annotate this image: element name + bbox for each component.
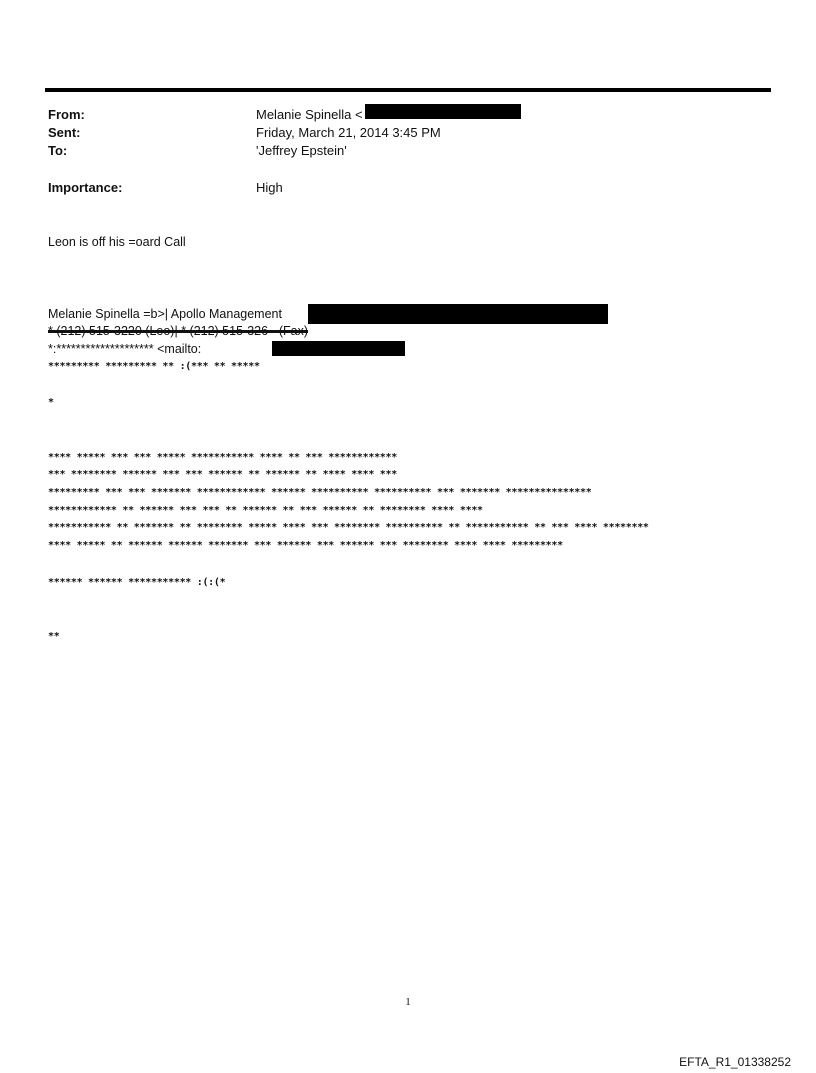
signature-single-star: * (48, 397, 54, 408)
end-marker: ** (48, 631, 60, 642)
importance-value: High (256, 180, 283, 195)
from-label: From: (48, 107, 85, 122)
page-number: 1 (405, 996, 411, 1008)
redaction-from-email (365, 104, 521, 119)
disclaimer-line: **** ***** *** *** ***** *********** **** ** *** ************ (48, 452, 397, 463)
to-label: To: (48, 143, 68, 158)
from-value: Melanie Spinella < (256, 107, 363, 122)
disclaimer-line: *** ******** ****** *** *** ****** ** ****** ** **** **** *** (48, 469, 397, 480)
disclaimer-line: ************ ** ****** *** *** ** ****** ** *** ****** ** ******** **** **** (48, 505, 483, 516)
document-id: EFTA_R1_01338252 (679, 1055, 791, 1069)
disclaimer-line: ********* *** *** ******* ************ ****** ********** ********** *** ******* *************** (48, 487, 592, 498)
disclaimer-line: **** ***** ** ****** ****** ******* *** ****** *** ****** *** ******** **** **** ********* (48, 540, 563, 551)
header-divider (45, 88, 771, 92)
to-value: 'Jeffrey Epstein' (256, 143, 347, 158)
disclaimer-footer-line: ****** ****** *********** :(:(* (48, 577, 226, 588)
signature-phone-line: * (212) 515-3220 (Leo)| * (212) 515-326~ (Fax) (48, 324, 308, 338)
signature-stars-line: ********* ********* ** :(*** ** ***** (48, 361, 260, 372)
mailto-prefix: *:******************** <mailto: (48, 342, 202, 356)
importance-label: Importance: (48, 180, 123, 195)
disclaimer-line: *********** ** ******* ** ******** ***** **** *** ******** ********** ** *********** ** *** **** ******** (48, 522, 649, 533)
sent-value: Friday, March 21, 2014 3:45 PM (256, 125, 441, 140)
signature-name-line: Melanie Spinella =b>| Apollo Management (48, 307, 282, 321)
sent-label: Sent: (48, 125, 81, 140)
message-body: Leon is off his =oard Call (48, 235, 186, 249)
redaction-mailto-address (272, 341, 405, 356)
redaction-signature-address (308, 304, 608, 324)
